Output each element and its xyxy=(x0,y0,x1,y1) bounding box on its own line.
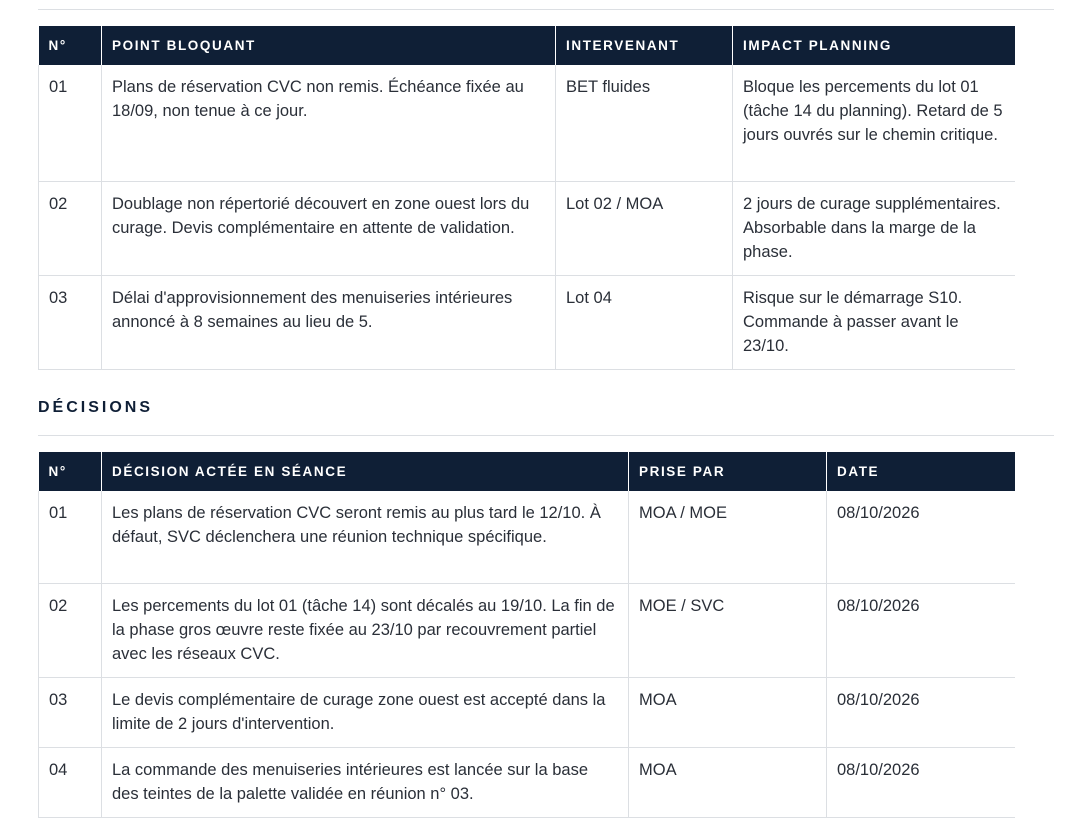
actor: BET fluides xyxy=(556,65,733,181)
decision-text: Le devis complémentaire de curage zone ouest est accepté dans la limite de 2 jours d'intervention. xyxy=(102,677,629,747)
table-row xyxy=(39,583,1015,677)
table-row xyxy=(39,65,1015,181)
table-row xyxy=(39,677,1015,747)
decision-date: 08/10/2026 xyxy=(827,491,1015,583)
col-blocker: POINT BLOQUANT xyxy=(102,26,556,65)
decision-text: Les plans de réservation CVC seront remis au plus tard le 12/10. À défaut, SVC déclenchera une réunion technique spécifique. xyxy=(102,491,629,583)
row-number: 01 xyxy=(39,65,102,181)
taken-by: MOA / MOE xyxy=(629,491,827,583)
table-row xyxy=(39,181,1015,275)
row-number: 02 xyxy=(39,181,102,275)
row-number: 04 xyxy=(39,747,102,817)
planning-impact: Bloque les percements du lot 01 (tâche 14 du planning). Retard de 5 jours ouvrés sur le chemin critique. xyxy=(733,65,1015,181)
blocker-text: Délai d'approvisionnement des menuiseries intérieures annoncé à 8 semaines au lieu de 5. xyxy=(102,275,556,369)
decision-date: 08/10/2026 xyxy=(827,677,1015,747)
decision-text: Les percements du lot 01 (tâche 14) sont décalés au 19/10. La fin de la phase gros œuvre reste fixée au 23/10 par recouvrement partiel avec les réseaux CVC. xyxy=(102,583,629,677)
col-taken-by: PRISE PAR xyxy=(629,452,827,491)
taken-by: MOE / SVC xyxy=(629,583,827,677)
planning-impact: 2 jours de curage supplémentaires. Absorbable dans la marge de la phase. xyxy=(733,181,1015,275)
decision-date: 08/10/2026 xyxy=(827,747,1015,817)
col-num: N° xyxy=(39,26,102,65)
actor: Lot 04 xyxy=(556,275,733,369)
top-divider xyxy=(38,9,1054,10)
decision-date: 08/10/2026 xyxy=(827,583,1015,677)
decisions-table xyxy=(38,452,1015,818)
decision-text: La commande des menuiseries intérieures est lancée sur la base des teintes de la palette validée en réunion n° 03. xyxy=(102,747,629,817)
row-number: 03 xyxy=(39,677,102,747)
row-number: 02 xyxy=(39,583,102,677)
planning-impact: Risque sur le démarrage S10. Commande à passer avant le 23/10. xyxy=(733,275,1015,369)
decisions-header-row xyxy=(39,452,1015,491)
taken-by: MOA xyxy=(629,677,827,747)
table-row xyxy=(39,491,1015,583)
col-actor: INTERVENANT xyxy=(556,26,733,65)
blockers-table xyxy=(38,26,1015,370)
col-impact: IMPACT PLANNING xyxy=(733,26,1015,65)
blocker-text: Doublage non répertorié découvert en zone ouest lors du curage. Devis complémentaire en attente de validation. xyxy=(102,181,556,275)
section-divider xyxy=(38,435,1054,436)
taken-by: MOA xyxy=(629,747,827,817)
decisions-title: DÉCISIONS xyxy=(38,399,154,416)
col-decision: DÉCISION ACTÉE EN SÉANCE xyxy=(102,452,629,491)
row-number: 03 xyxy=(39,275,102,369)
actor: Lot 02 / MOA xyxy=(556,181,733,275)
blocker-text: Plans de réservation CVC non remis. Échéance fixée au 18/09, non tenue à ce jour. xyxy=(102,65,556,181)
table-row xyxy=(39,275,1015,369)
blockers-header-row xyxy=(39,26,1015,65)
col-num: N° xyxy=(39,452,102,491)
row-number: 01 xyxy=(39,491,102,583)
col-date: DATE xyxy=(827,452,1015,491)
